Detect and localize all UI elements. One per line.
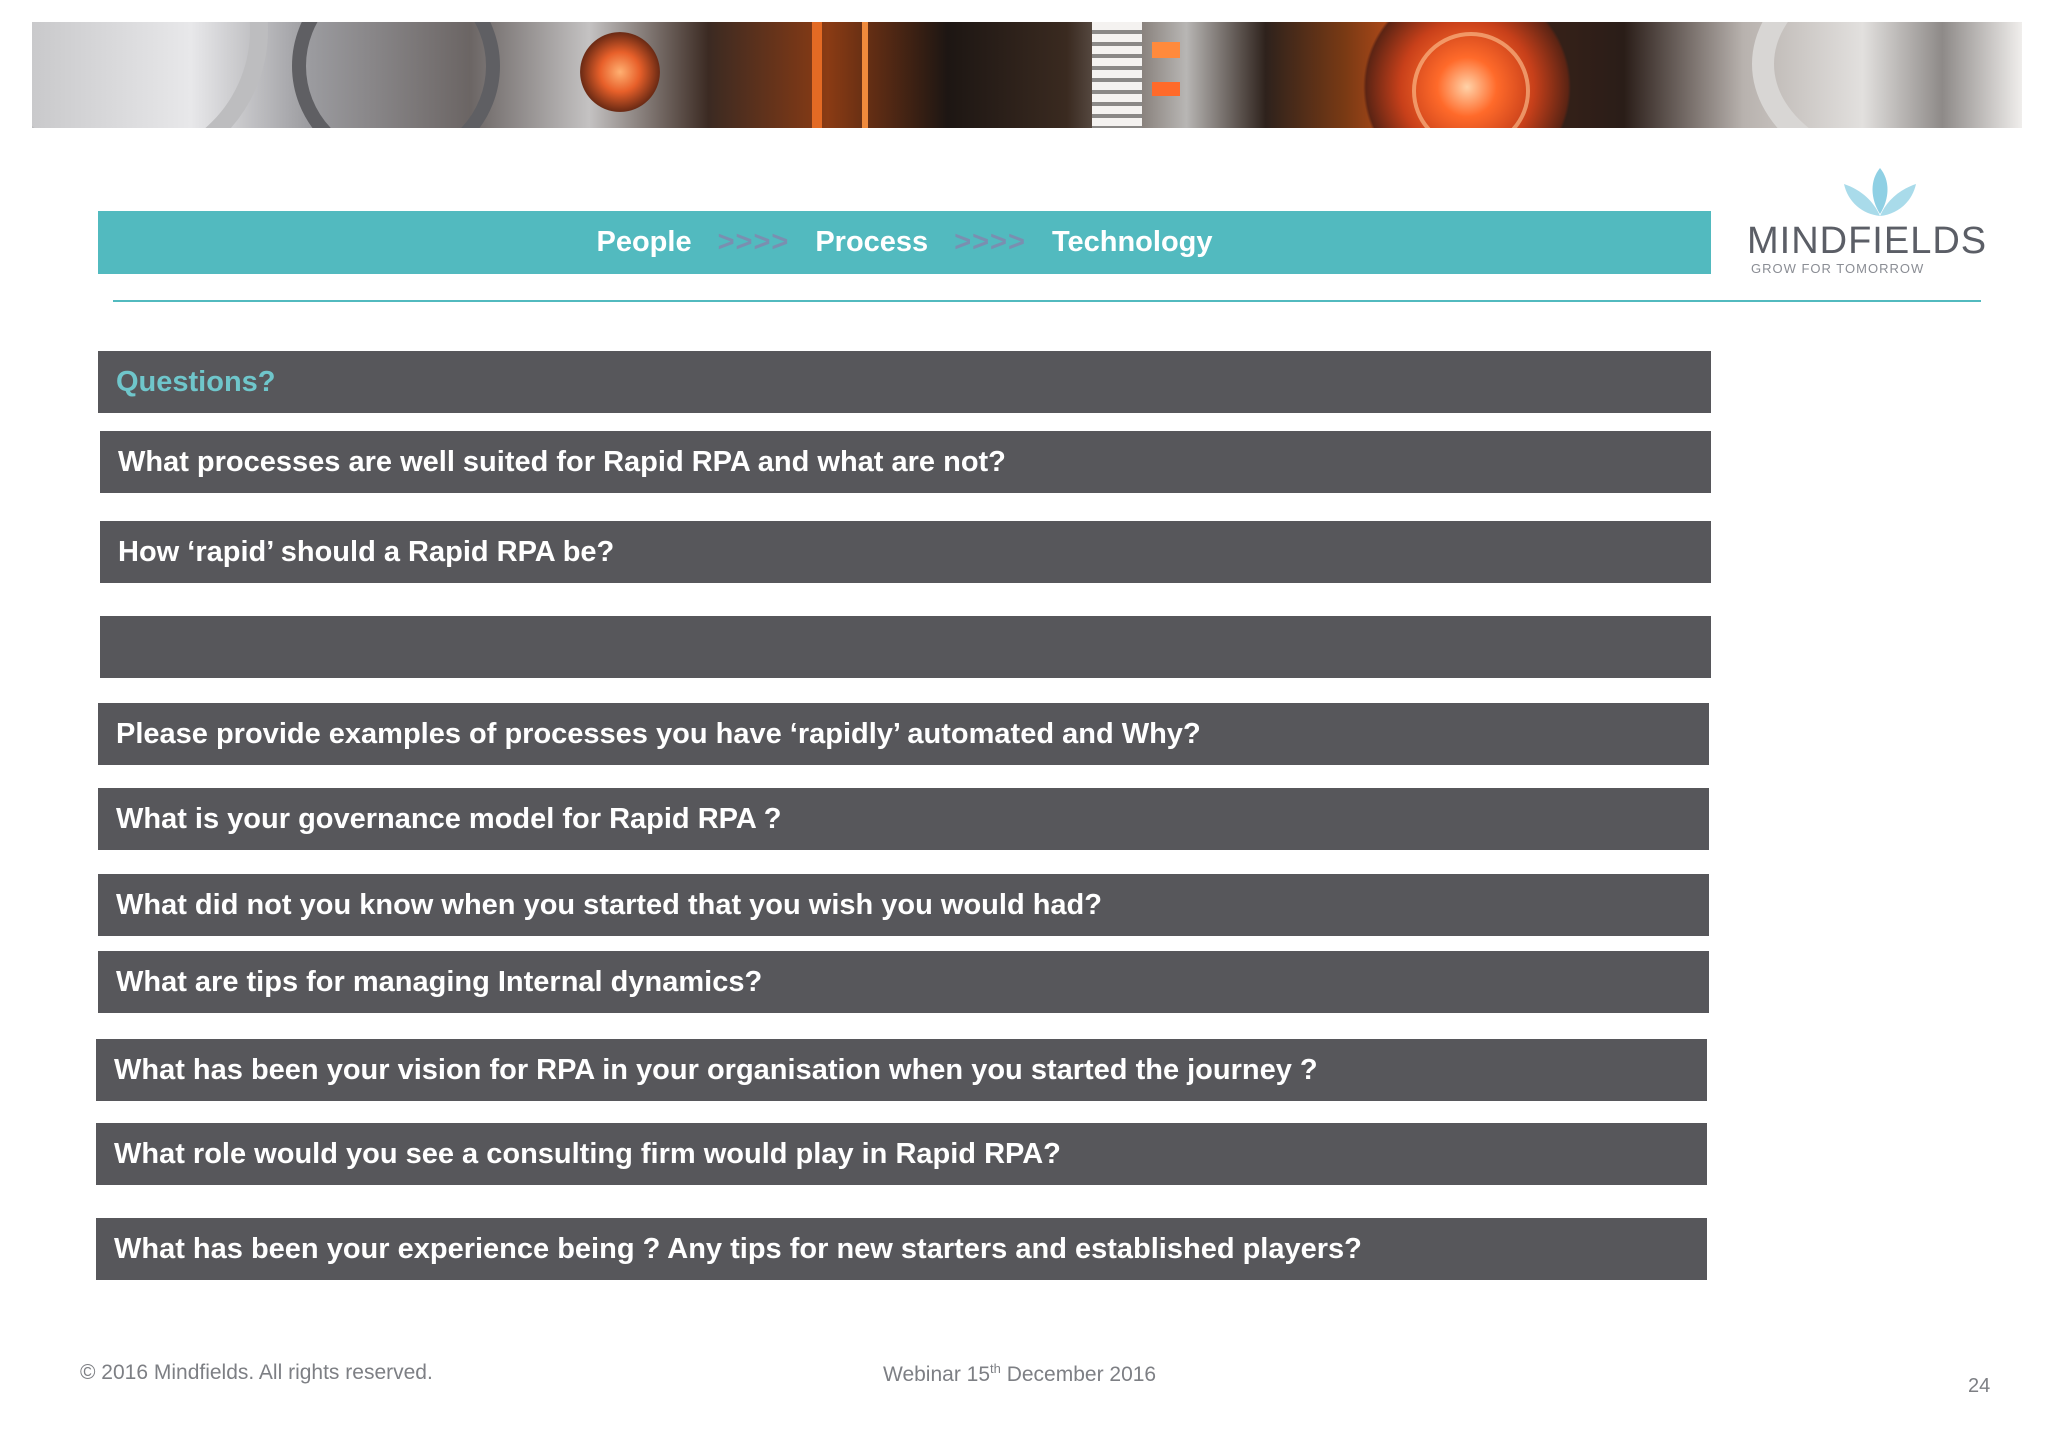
question-item: How ‘rapid’ should a Rapid RPA be?: [100, 521, 1711, 583]
question-item: What has been your vision for RPA in your organisation when you started the journey ?: [96, 1039, 1707, 1101]
question-item: What is your governance model for Rapid RPA ?: [98, 788, 1709, 850]
event-date-suffix-sup: th: [990, 1361, 1001, 1376]
title-bar: [98, 211, 1711, 274]
question-item: What are tips for managing Internal dynamics?: [98, 951, 1709, 1013]
copyright-text: © 2016 Mindfields. All rights reserved.: [80, 1361, 433, 1384]
question-item: What processes are well suited for Rapid RPA and what are not?: [100, 431, 1711, 493]
title-separator: >>>>: [954, 226, 1026, 258]
question-item: Please provide examples of processes you have ‘rapidly’ automated and Why?: [98, 703, 1709, 765]
title-word-process: Process: [815, 226, 929, 258]
question-item: What role would you see a consulting firm would play in Rapid RPA?: [96, 1123, 1707, 1185]
event-date-prefix: Webinar 15: [883, 1363, 991, 1386]
logo-tagline: GROW FOR TOMORROW: [1751, 261, 1925, 276]
questions-heading: Questions?: [98, 351, 1711, 413]
logo-name: MINDFIELDS: [1747, 220, 1988, 262]
divider-line: [113, 300, 1981, 302]
title-word-people: People: [596, 226, 692, 258]
title-separator: >>>>: [717, 226, 790, 258]
lotus-icon: [1840, 166, 1920, 222]
question-item: What did not you know when you started that you wish you would had?: [98, 874, 1709, 936]
page-number: 24: [1968, 1375, 1991, 1397]
mindfields-logo: [1745, 166, 2000, 286]
question-item-empty: [100, 616, 1711, 678]
header-banner-image: [32, 22, 2022, 128]
event-date-suffix: December 2016: [1000, 1363, 1157, 1386]
question-item: What has been your experience being ? Any tips for new starters and established players?: [96, 1218, 1707, 1280]
title-word-technology: Technology: [1051, 226, 1213, 258]
event-date: [883, 1361, 1156, 1387]
